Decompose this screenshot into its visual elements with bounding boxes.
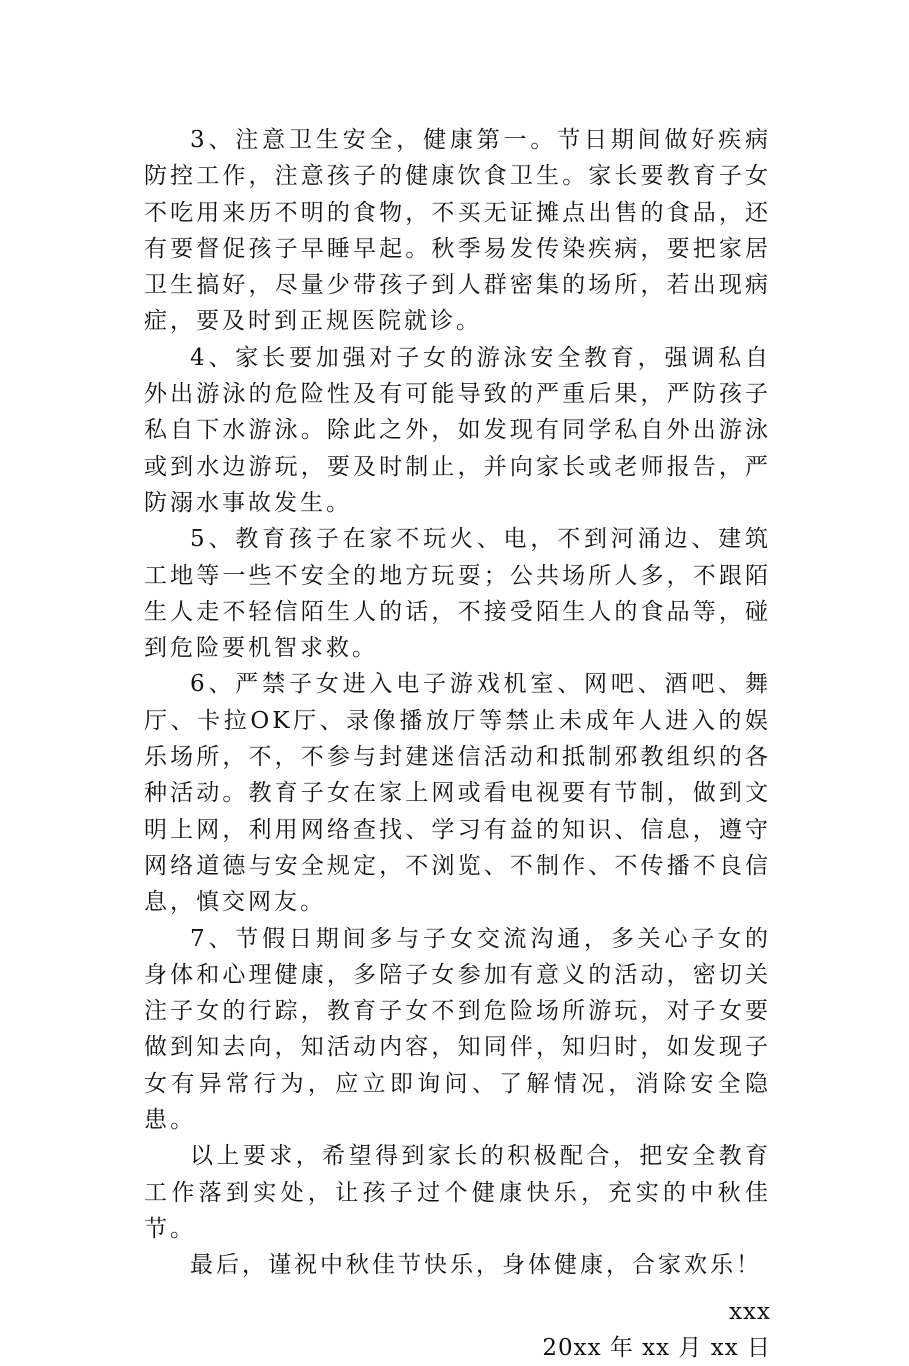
signature-date: 20xx 年 xx 月 xx 日 bbox=[542, 1334, 771, 1361]
closing-request-paragraph: 以上要求，希望得到家长的积极配合，把安全教育工作落到实处，让孩子过个健康快乐，充实的中秋佳节。 bbox=[144, 1143, 771, 1242]
paragraph-item-6: 6、严禁子女进入电子游戏机室、网吧、酒吧、舞厅、卡拉OK厅、录像播放厅等禁止未成年人进入的娱乐场所，不，不参与封建迷信活动和抵制邪教组织的各种活动。教育子女在家上网或看电视要有节制，做到文明上网，利用网络查找、学习有益的知识、信息，遵守网络道德与安全规定，不浏览、不制作、不传播不良信息，慎交网友。 bbox=[144, 671, 771, 916]
closing-wish-paragraph: 最后，谨祝中秋佳节快乐，身体健康，合家欢乐！ bbox=[190, 1252, 762, 1279]
paragraph-item-5: 5、教育孩子在家不玩火、电，不到河涌边、建筑工地等一些不安全的地方玩耍；公共场所人多，不跟陌生人走不轻信陌生人的话，不接受陌生人的食品等，碰到危险要机智求救。 bbox=[144, 526, 771, 662]
document-body bbox=[144, 122, 771, 1366]
paragraph-item-7: 7、节假日期间多与子女交流沟通，多关心子女的身体和心理健康，多陪子女参加有意义的活动，密切关注子女的行踪，教育子女不到危险场所游玩，对子女要做到知去向，知活动内容，知同伴，知归时，如发现子女有异常行为，应立即询问、了解情况，消除安全隐患。 bbox=[144, 925, 771, 1134]
paragraph-item-3: 3、注意卫生安全，健康第一。节日期间做好疾病防控工作，注意孩子的健康饮食卫生。家长要教育子女不吃用来历不明的食物，不买无证摊点出售的食品，还有要督促孩子早睡早起。秋季易发传染疾病，要把家居卫生搞好，尽量少带孩子到人群密集的场所，若出现病症，要及时到正规医院就诊。 bbox=[144, 127, 771, 335]
paragraph-item-4: 4、家长要加强对子女的游泳安全教育，强调私自外出游泳的危险性及有可能导致的严重后果，严防孩子私自下水游泳。除此之外，如发现有同学私自外出游泳或到水边游玩，要及时制止，并向家长或老师报告，严防溺水事故发生。 bbox=[144, 344, 771, 516]
signature-name: xxx bbox=[729, 1298, 771, 1325]
